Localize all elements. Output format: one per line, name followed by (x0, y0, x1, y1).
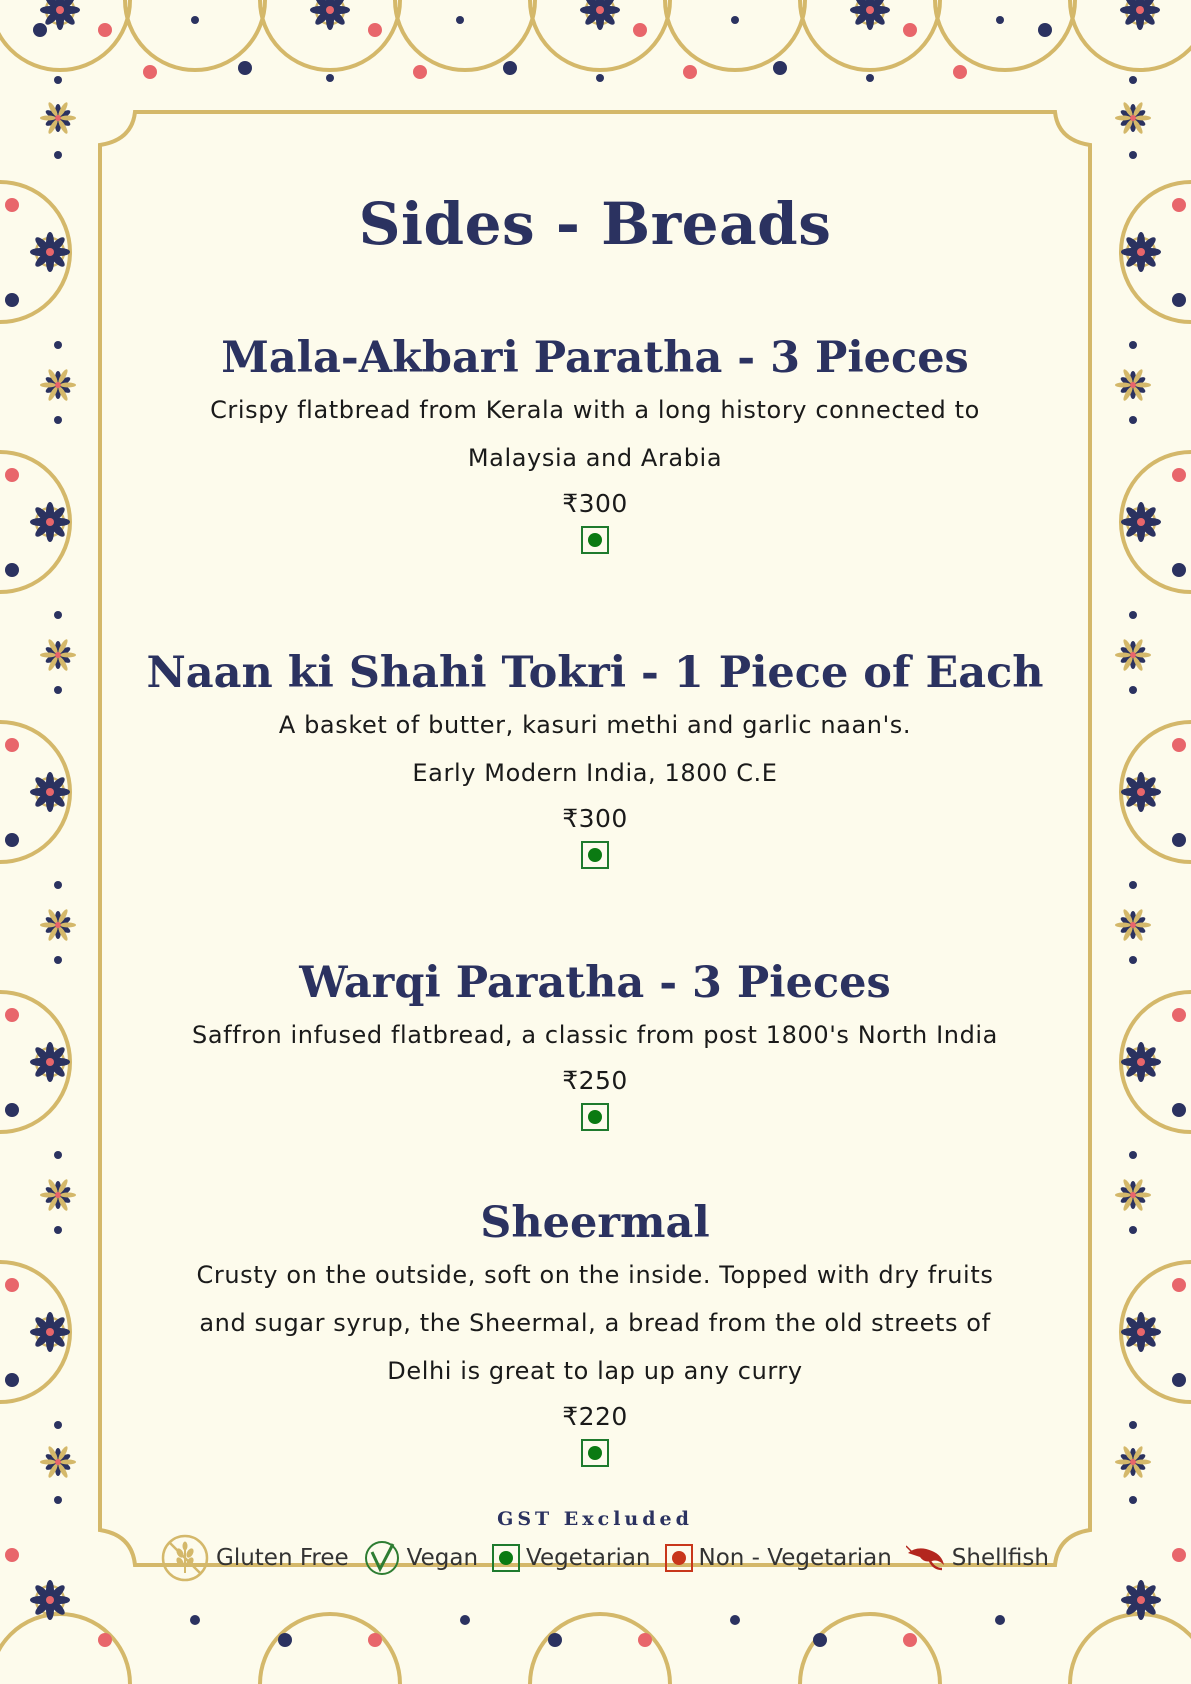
item-description-line: Saffron infused flatbread, a classic from post 1800's North India (192, 1021, 998, 1049)
legend-item-shellfish (906, 1543, 1049, 1573)
item-name: Warqi Paratha - 3 Pieces (299, 958, 891, 1008)
non-veg-mark-icon (665, 1544, 693, 1572)
item-price: ₹250 (562, 1066, 628, 1095)
legend-label: Non - Vegetarian (698, 1545, 892, 1571)
item-price: ₹300 (562, 489, 628, 518)
menu-page (100, 110, 1090, 1571)
legend-item-vegan (363, 1539, 478, 1577)
item-price: ₹220 (562, 1402, 628, 1431)
item-name: Naan ki Shahi Tokri - 1 Piece of Each (146, 648, 1044, 698)
menu-item (100, 955, 1090, 1135)
veg-mark-icon (581, 1439, 609, 1467)
gst-note: GST Excluded (497, 1508, 693, 1530)
item-description-line: Crispy flatbread from Kerala with a long history connected to (210, 396, 980, 424)
item-description-line: A basket of butter, kasuri methi and garlic naan's. (278, 711, 912, 739)
item-name: Mala-Akbari Paratha - 3 Pieces (221, 333, 969, 383)
menu-item (100, 330, 1090, 558)
legend-label: Vegetarian (526, 1545, 651, 1571)
veg-mark-icon (581, 526, 609, 554)
item-description-line: and sugar syrup, the Sheermal, a bread from the old streets of (199, 1309, 991, 1337)
item-description-line: Early Modern India, 1800 C.E (412, 759, 778, 787)
page-title: Sides - Breads (358, 190, 832, 258)
legend-item-non-vegetarian (665, 1544, 892, 1572)
menu-item (100, 1195, 1090, 1471)
veg-mark-icon (581, 1103, 609, 1131)
veg-mark-icon (492, 1544, 520, 1572)
item-description-line: Delhi is great to lap up any curry (387, 1357, 803, 1385)
menu-item (100, 645, 1090, 873)
vegan-check-icon (363, 1539, 401, 1577)
wheat-icon (160, 1533, 210, 1583)
legend-label: Shellfish (951, 1545, 1049, 1571)
legend-label: Gluten Free (216, 1545, 349, 1571)
dietary-legend (160, 1535, 1063, 1581)
item-name: Sheermal (480, 1198, 710, 1248)
shrimp-icon (906, 1543, 946, 1573)
item-price: ₹300 (562, 804, 628, 833)
legend-item-vegetarian (492, 1544, 650, 1572)
veg-mark-icon (581, 841, 609, 869)
item-description-line: Crusty on the outside, soft on the inside. Topped with dry fruits (196, 1261, 994, 1289)
legend-item-gluten-free (160, 1533, 349, 1583)
item-description-line: Malaysia and Arabia (467, 444, 723, 472)
legend-label: Vegan (406, 1545, 479, 1571)
